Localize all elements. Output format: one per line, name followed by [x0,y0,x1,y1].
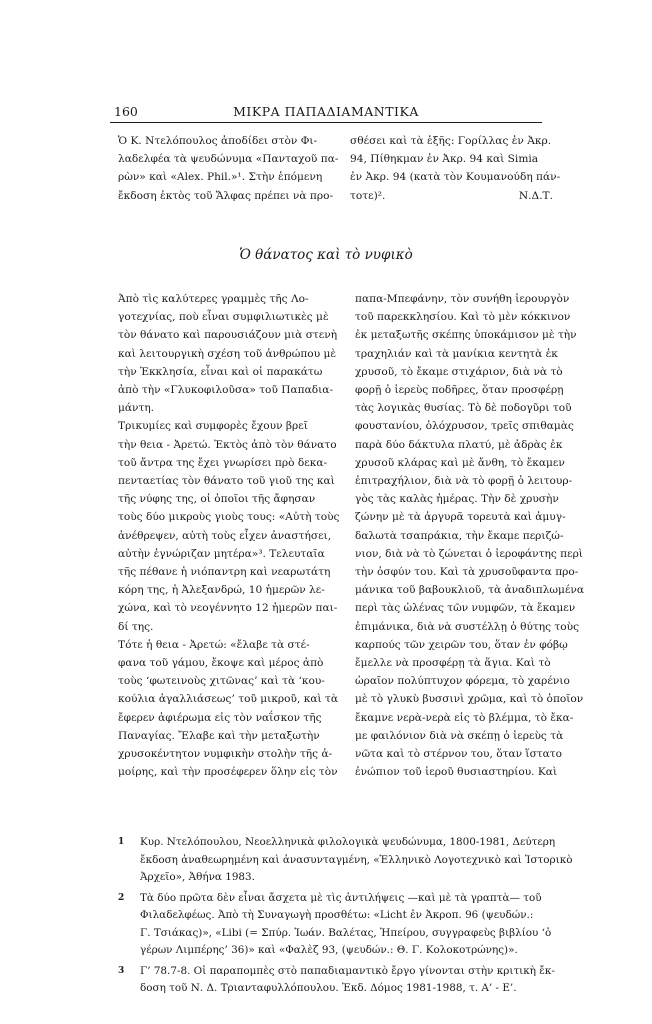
text-line: δαλωτὰ τσαπράκια, τὴν ἔκαμε περιζώ- [355,529,564,542]
text-line: φορῇ ὁ ἱερεὺς ποδῆρες, ὅταν προσφέρῃ [355,384,564,397]
footnote [110,834,573,887]
text-line: 94, Πίθηκμαν ἐν Ἀκρ. 94 καὶ Simia [350,153,539,166]
footnote-number: 3 [118,965,125,976]
text-line: ἔκδοση ἐκτὸς τοῦ Ἄλφας πρέπει νὰ προ- [118,189,334,202]
page-number: 160 [114,104,138,119]
text-line: περὶ τὰς ὠλένας τῶν νυμφῶν, τὰ ἔκαμεν [355,602,576,615]
text-line: παπα-Μπεφάνην, τὸν συνήθη ἱερουργὸν [355,293,570,305]
text-line: τοτε)². [350,189,386,202]
running-title: ΜΙΚΡΑ ΠΑΠΑΔΙΑΜΑΝΤΙΚΑ [233,104,419,119]
text-line: κούλια ἀγαλλιάσεως’ τοῦ μικροῦ, καὶ τὰ [118,693,339,706]
text-line: ρὼν» καὶ «Alex. Phil.»¹. Στὴν ἑπόμενη [118,171,323,184]
text-line: τῆς πέθανε ἡ νιόπαντρη καὶ νεαρωτάτη [118,566,331,579]
text-line: τοῦ ἄντρα της ἔχει γνωρίσει πρὸ δεκα- [118,456,328,469]
footnote-number: 1 [118,837,125,847]
section-title: Ὁ θάνατος καὶ τὸ νυφικὸ [239,247,413,263]
text-line: παρὰ δύο δάκτυλα πλατύ, μὲ ἀδρὰς ἐκ [355,438,563,451]
text-line: μοίρης, καὶ τὴν προσέφερεν ὅλην εἰς τὸν [118,766,338,779]
text-line: δί της. [118,620,154,633]
footnote [110,890,550,960]
text-line: ἔκαμνε νερὰ-νερὰ εἰς τὸ βλέμμα, τὸ ἔκα- [355,711,574,724]
text-line: χρυσοκέντητον νυμφικὴν στολὴν τῆς ἀ- [118,748,333,761]
footnote-line: Ἀρχεῖο», Ἀθήνα 1983. [140,871,255,883]
footnote-line: Φιλαδελφέως. Ἀπὸ τὴ Συναγωγὴ προσθέτω: «Licht ἐν Ἀκροπ. 96 (ψευδών.: [140,909,534,921]
text-line: Ὁ Κ. Ντελόπουλος ἀποδίδει στὸν Φι- [118,135,318,147]
text-line: Παναγίας. Ἔλαβε καὶ τὴν μεταξωτὴν [118,729,320,742]
body-right-column [355,290,585,781]
text-line: νῶτα καὶ τὸ στέρνον του, ὅταν ἵστατο [355,748,563,761]
footnote-line: Γ. Τσιάκας)», «Libi (= Σπύρ. Ἰωάν. Βαλέτας, Ἠπείρου, συγγραφεὺς βιβλίου ‘ὁ [140,926,552,939]
footnote-line: δοση τοῦ Ν. Δ. Τριανταφυλλόπουλου. Ἐκδ. Δόμος 1981-1988, τ. Α’ - Ε’. [140,982,517,994]
footnote-line: Τὰ δύο πρῶτα δὲν εἶναι ἄσχετα μὲ τὶς ἀντιλήψεις —καὶ μὲ τὰ γραπτὰ— τοῦ [140,891,542,904]
text-line: τὰς λογικὰς θυσίας. Τὸ δὲ ποδογῦρι τοῦ [355,402,572,415]
text-line: τῆς νύφης της, οἱ ὁποῖοι τῆς ἄφησαν [118,493,316,506]
text-line: τὴν ὀσφύν του. Καὶ τὰ χρυσοῦφαντα προ- [355,566,579,579]
text-line: ὡραῖον πολύπτυχον φόρεμα, τὸ χαρένιο [355,675,570,688]
text-line: σθέσει καὶ τὰ ἑξῆς: Γορίλλας ἐν Ἀκρ. [350,135,552,147]
text-line: ἐπιμάνικα, διὰ νὰ συστέλλῃ ὁ θύτης τοὺς [355,620,580,633]
text-line: μάνικα τοῦ βαβουκλιοῦ, τὰ ἀναδιπλωμένα [355,584,585,597]
footnote-line: ἔκδοση ἀναθεωρημένη καὶ ἀνασυνταγμένη, «Ἑλληνικὸ Λογοτεχνικὸ καὶ Ἱστορικὸ [140,853,573,866]
text-line: τὴν Ἐκκλησία, εἶναι καὶ οἱ παρακάτω [118,365,323,378]
text-line: γοτεχνίας, ποὺ εἶναι συμφιλιωτικὲς μὲ [118,311,329,324]
text-line: πενταετίας τὸν θάνατο τοῦ γιοῦ της καὶ [118,475,335,488]
text-line: χώνα, καὶ τὸ νεογέννητο 12 ἡμερῶν παι- [118,602,338,615]
text-line: ἐπιτραχήλιον, διὰ νὰ τὸ φορῇ ὁ λειτουρ- [355,475,573,488]
text-line: χρυσοῦ, τὸ ἔκαμε στιχάριον, διὰ νὰ τὸ [355,365,563,378]
footnotes [110,834,573,998]
text-line: ἀπὸ τὴν «Γλυκοφιλοῦσα» τοῦ Παπαδια- [118,384,334,397]
text-line: ζώνην μὲ τὰ ἀργυρᾶ τορευτὰ καὶ ἀμυγ- [355,511,566,524]
body-left-column [118,290,340,781]
text-line: μὲ τὸ γλυκὺ βυσσινὶ χρῶμα, καὶ τὸ ὁποῖον [355,693,584,706]
footnote-line: γέρων Λιμπέρης’ 36)» καὶ «Φαλὲζ 93, (ψευδών.: Θ. Γ. Κολοκοτρώνης)». [140,944,518,956]
text-line: τραχηλιάν καὶ τὰ μανίκια κεντητὰ ἐκ [355,347,558,360]
text-line: γὸς τὰς καλὰς ἡμέρας. Τὴν δὲ χρυσὴν [355,493,559,506]
page-header [110,100,542,123]
footnote [110,963,555,998]
text-line: καρπούς τῶν χειρῶν του, ὅταν ἐν φόβῳ [355,638,568,651]
text-line: Ἀπὸ τὶς καλύτερες γραμμὲς τῆς Λο- [118,293,309,305]
continued-text-left-column [118,132,339,205]
continued-text-right-column [350,132,561,205]
text-line: ἐνώπιον τοῦ ἱεροῦ θυσιαστηρίου. Καὶ [355,766,558,779]
footnote-line: Κυρ. Ντελόπουλου, Νεοελληνικὰ φιλολογικὰ ψευδώνυμα, 1800-1981, Δεύτερη [140,836,556,848]
text-line: τοῦ παρεκκλησίου. Καὶ τὸ μὲν κόκκινον [355,311,571,324]
text-line: νιον, διὰ νὰ τὸ ζώνεται ὁ ἱεροφάντης περὶ [355,547,583,560]
text-line: τὴν θεια - Ἀρετώ. Ἐκτὸς ἀπὸ τὸν θάνατο [118,438,337,451]
text-line: αὐτὴν ἐγνώριζαν μητέρα»³. Τελευταῖα [118,547,325,560]
text-line: κόρη της, ἡ Ἀλεξανδρώ, 10 ἡμερῶν λε- [118,584,325,597]
text-line: τοὺς ‘φωτεινοὺς χιτῶνας’ καὶ τὰ ‘κου- [118,675,325,688]
text-line: ἐν Ἀκρ. 94 (κατὰ τὸν Κουμανούδη πάν- [350,171,561,184]
text-line: φανα τοῦ γάμου, ἔκοψε καὶ μέρος ἀπὸ [118,657,324,670]
text-line: Τότε ἡ θεια - Ἀρετώ: «ἔλαβε τὰ στέ- [118,638,310,651]
text-line: Τρικυμίες καὶ συμφορὲς ἔχουν βρεῖ [118,420,308,433]
text-line: μάντη. [118,402,155,415]
text-line: φουστανίου, ὁλόχρυσον, τρεῖς σπιθαμὰς [355,420,574,433]
author-signature: Ν.Δ.Τ. [518,189,553,202]
text-line: τοὺς δύο μικροὺς γιοὺς τους: «Αὐτὴ τοὺς [118,511,340,524]
text-line: καὶ λειτουργικὴ σχέση τοῦ ἀνθρώπου μὲ [118,347,337,360]
footnote-line: Γ’ 78.7-8. Οἱ παραπομπὲς στὸ παπαδιαμαντικὸ ἔργο γίνονται στὴν κριτικὴ ἔκ- [140,964,555,977]
text-line: ἀνέθρεψεν, αὐτὴ τοὺς εἶχεν ἀναστήσει, [118,529,332,542]
text-line: ἐκ μεταξωτῆς σκέπης ὑποκάμισον μὲ τὴν [355,329,577,342]
footnote-number: 2 [118,892,125,903]
text-line: ἔμελλε νὰ προσφέρῃ τὰ ἅγια. Καὶ τὸ [355,657,551,670]
text-line: ἔφερεν ἀφιέρωμα εἰς τὸν ναΐσκον τῆς [118,711,322,724]
text-line: τὸν θάνατο καὶ παρουσιάζουν μιὰ στενὴ [118,329,338,342]
text-line: χρυσοῦ κλάρας καὶ μὲ ἄνθη, τὸ ἔκαμεν [355,456,565,469]
text-line: λαδελφέα τὰ ψευδώνυμα «Πανταχοῦ πα- [118,153,339,166]
text-line: με φαιλόνιον διὰ νὰ σκέπῃ ὁ ἱερεὺς τὰ [355,729,564,742]
